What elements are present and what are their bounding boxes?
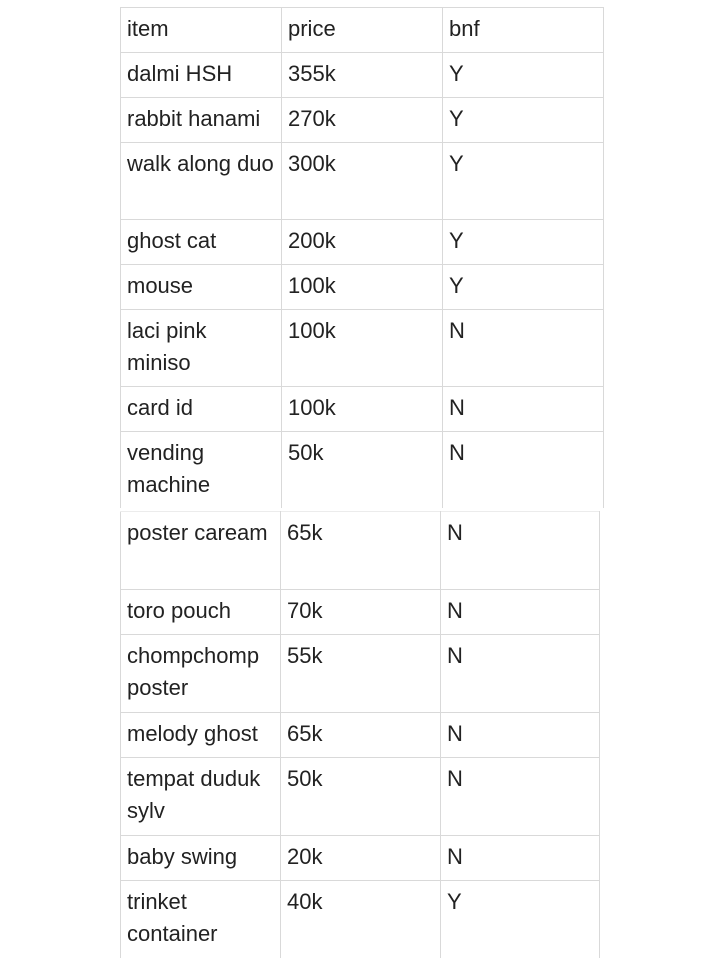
item-cell: card id	[121, 387, 282, 432]
table-row	[121, 881, 600, 958]
item-cell: toro pouch	[121, 590, 281, 635]
header-price: price	[282, 8, 443, 53]
bnf-cell: N	[443, 387, 604, 432]
bnf-cell: N	[443, 432, 604, 509]
table-header-row	[121, 8, 604, 53]
bnf-cell: N	[443, 310, 604, 387]
price-cell: 100k	[282, 265, 443, 310]
price-cell: 20k	[281, 836, 441, 881]
bnf-cell: Y	[443, 53, 604, 98]
bnf-cell: N	[441, 635, 600, 713]
table-row	[121, 758, 600, 836]
table-row	[121, 713, 600, 758]
table-row	[121, 53, 604, 98]
item-cell: baby swing	[121, 836, 281, 881]
table-row	[121, 387, 604, 432]
table-row	[121, 836, 600, 881]
item-cell: dalmi HSH	[121, 53, 282, 98]
item-cell: walk along duo	[121, 143, 282, 220]
price-cell: 355k	[282, 53, 443, 98]
price-cell: 65k	[281, 512, 441, 590]
price-cell: 65k	[281, 713, 441, 758]
bnf-cell: N	[441, 836, 600, 881]
price-cell: 270k	[282, 98, 443, 143]
item-cell: mouse	[121, 265, 282, 310]
bnf-cell: Y	[443, 220, 604, 265]
table-row	[121, 310, 604, 387]
header-bnf: bnf	[443, 8, 604, 53]
bnf-cell: N	[441, 590, 600, 635]
price-cell: 50k	[282, 432, 443, 509]
table-row	[121, 98, 604, 143]
price-cell: 70k	[281, 590, 441, 635]
table-row	[121, 432, 604, 509]
bnf-cell: Y	[443, 143, 604, 220]
table-row	[121, 220, 604, 265]
item-cell: poster caream	[121, 512, 281, 590]
bnf-cell: N	[441, 713, 600, 758]
price-cell: 100k	[282, 310, 443, 387]
price-cell: 55k	[281, 635, 441, 713]
bnf-cell: Y	[441, 881, 600, 958]
item-cell: chompchomp poster	[121, 635, 281, 713]
price-cell: 40k	[281, 881, 441, 958]
price-cell: 100k	[282, 387, 443, 432]
item-cell: vending machine	[121, 432, 282, 509]
table-row	[121, 265, 604, 310]
item-cell: trinket container	[121, 881, 281, 958]
table-row	[121, 512, 600, 590]
bnf-cell: N	[441, 758, 600, 836]
bnf-cell: Y	[443, 98, 604, 143]
price-cell: 300k	[282, 143, 443, 220]
bnf-cell: Y	[443, 265, 604, 310]
table-row	[121, 590, 600, 635]
table-row	[121, 143, 604, 220]
table-row	[121, 635, 600, 713]
header-item: item	[121, 8, 282, 53]
item-cell: rabbit hanami	[121, 98, 282, 143]
price-cell: 50k	[281, 758, 441, 836]
price-table-bottom	[120, 511, 600, 958]
item-cell: melody ghost	[121, 713, 281, 758]
item-cell: laci pink miniso	[121, 310, 282, 387]
item-cell: ghost cat	[121, 220, 282, 265]
price-cell: 200k	[282, 220, 443, 265]
item-cell: tempat duduk sylv	[121, 758, 281, 836]
bnf-cell: N	[441, 512, 600, 590]
price-table-top	[120, 7, 604, 508]
